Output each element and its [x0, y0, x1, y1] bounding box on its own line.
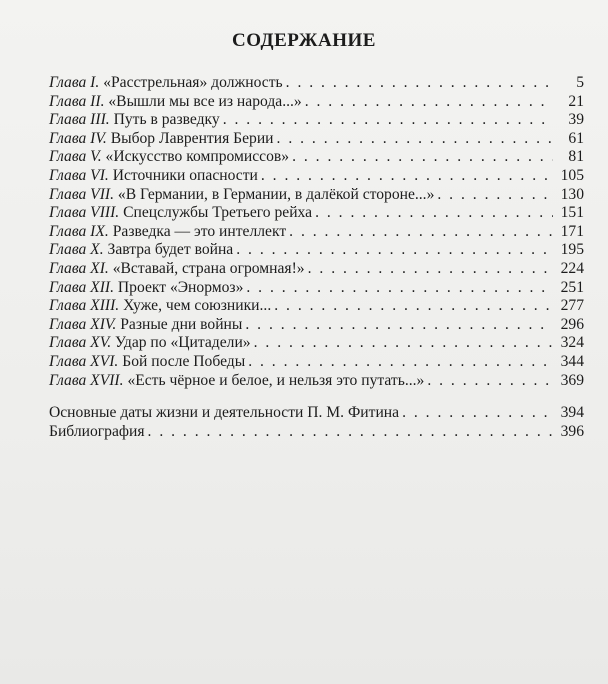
chapter-number: Глава XIII. [49, 297, 120, 315]
dot-leader [292, 148, 553, 167]
page-number: 344 [560, 352, 584, 370]
entry-title-text: Разные дни войны [120, 315, 243, 333]
entry-title-text: «Вышли мы все из народа...» [108, 92, 302, 110]
dot-leader [246, 279, 553, 298]
dot-leader [236, 241, 553, 260]
page-title: СОДЕРЖАНИЕ [232, 30, 376, 51]
toc-chapter-entry [49, 316, 584, 335]
entry-title-text: «Есть чёрное и белое, и нельзя это путать...» [127, 371, 425, 389]
entry-title-text: Завтра будет война [107, 241, 234, 259]
toc-chapter-entry [49, 297, 584, 316]
page-number: 171 [560, 222, 584, 240]
table-of-contents [49, 74, 584, 441]
toc-chapter-entry [49, 204, 584, 223]
entry-title-text: Проект «Энормоз» [117, 278, 244, 296]
entry-title [49, 372, 424, 391]
toc-chapter-entry [49, 279, 584, 298]
dot-leader [437, 186, 553, 205]
entry-title [49, 297, 271, 316]
chapter-number: Глава XV. [49, 334, 112, 352]
entry-title-text: «Вставай, страна огромная!» [112, 259, 305, 277]
entry-title-text: «В Германии, в Германии, в далёкой стороне...» [117, 185, 435, 203]
page-number: 105 [560, 166, 584, 184]
toc-chapter-entry [49, 241, 584, 260]
chapter-number: Глава VI. [49, 166, 109, 184]
entry-title [49, 404, 399, 423]
toc-chapter-entry [49, 74, 584, 93]
entry-title [49, 204, 312, 223]
entry-title [49, 223, 286, 242]
toc-chapter-entry [49, 130, 584, 149]
entry-title [49, 334, 251, 353]
toc-chapter-entry [49, 167, 584, 186]
toc-chapter-entry [49, 186, 584, 205]
entry-title-text: Основные даты жизни и деятельности П. М. Фитина [49, 404, 400, 422]
entry-title-text: Бой после Победы [122, 352, 246, 370]
toc-chapter-entry [49, 334, 584, 353]
toc-chapter-entry [49, 148, 584, 167]
entry-title [49, 74, 283, 93]
dot-leader [286, 74, 553, 93]
entry-title-text: «Искусство компромиссов» [105, 148, 290, 166]
entry-title [49, 186, 434, 205]
toc-chapter-entry [49, 111, 584, 130]
dot-leader [245, 316, 553, 335]
chapter-list [49, 74, 584, 390]
page-number: 151 [560, 204, 584, 222]
chapter-number: Глава VII. [49, 185, 114, 203]
entry-title [49, 111, 220, 130]
page-number: 5 [576, 74, 584, 91]
toc-chapter-entry [49, 260, 584, 279]
chapter-number: Глава VIII. [49, 204, 120, 222]
toc-chapter-entry [49, 93, 584, 112]
page-number: 296 [560, 315, 584, 333]
entry-title [49, 148, 289, 167]
entry-title-text: Разведка — это интеллект [112, 222, 287, 240]
dot-leader [315, 204, 553, 223]
page-number: 251 [560, 278, 584, 296]
entry-title [49, 279, 243, 298]
section-gap [49, 390, 584, 404]
page-number: 195 [560, 241, 584, 259]
dot-leader [223, 111, 553, 130]
dot-leader [274, 297, 553, 316]
chapter-number: Глава X. [49, 241, 104, 259]
toc-chapter-entry [49, 223, 584, 242]
chapter-number: Глава I. [49, 74, 100, 91]
chapter-number: Глава XVII. [49, 371, 124, 389]
chapter-number: Глава V. [49, 148, 102, 166]
page-number: 394 [560, 404, 584, 422]
chapter-number: Глава II. [49, 92, 105, 110]
page-number: 61 [568, 129, 584, 147]
entry-title [49, 130, 274, 149]
dot-leader [289, 223, 553, 242]
entry-title [49, 353, 245, 372]
entry-title [49, 423, 145, 442]
entry-title-text: Источники опасности [112, 166, 258, 184]
chapter-number: Глава III. [49, 111, 110, 129]
toc-chapter-entry [49, 353, 584, 372]
dot-leader [427, 372, 553, 391]
toc-appendix-entry [49, 404, 584, 423]
chapter-number: Глава IV. [49, 129, 107, 147]
entry-title [49, 316, 242, 335]
entry-title-text: Хуже, чем союзники... [123, 297, 272, 315]
page-number: 21 [568, 92, 584, 110]
page-number: 277 [560, 297, 584, 315]
page-number: 130 [560, 185, 584, 203]
chapter-number: Глава XII. [49, 278, 114, 296]
chapter-number: Глава XI. [49, 259, 109, 277]
dot-leader [402, 404, 553, 423]
page-number: 81 [568, 148, 584, 166]
entry-title [49, 241, 233, 260]
dot-leader [308, 260, 553, 279]
entry-title-text: Удар по «Цитадели» [115, 334, 251, 352]
entry-title [49, 167, 258, 186]
page-number: 39 [568, 111, 584, 129]
chapter-number: Глава XVI. [49, 352, 119, 370]
entry-title-text: «Расстрельная» должность [103, 74, 283, 91]
appendix-list [49, 404, 584, 441]
toc-chapter-entry [49, 372, 584, 391]
entry-title [49, 260, 305, 279]
entry-title-text: Библиография [49, 422, 145, 440]
dot-leader [261, 167, 553, 186]
dot-leader [148, 423, 553, 442]
page-number: 224 [560, 259, 584, 277]
entry-title-text: Путь в разведку [113, 111, 220, 129]
dot-leader [254, 334, 553, 353]
dot-leader [277, 130, 553, 149]
entry-title-text: Выбор Лаврентия Берии [110, 129, 274, 147]
toc-appendix-entry [49, 423, 584, 442]
dot-leader [305, 93, 553, 112]
page-number: 324 [560, 334, 584, 352]
chapter-number: Глава XIV. [49, 315, 117, 333]
entry-title-text: Спецслужбы Третьего рейха [123, 204, 313, 222]
dot-leader [248, 353, 553, 372]
page-number: 369 [560, 371, 584, 389]
chapter-number: Глава IX. [49, 222, 109, 240]
entry-title [49, 93, 302, 112]
page-number: 396 [560, 422, 584, 440]
